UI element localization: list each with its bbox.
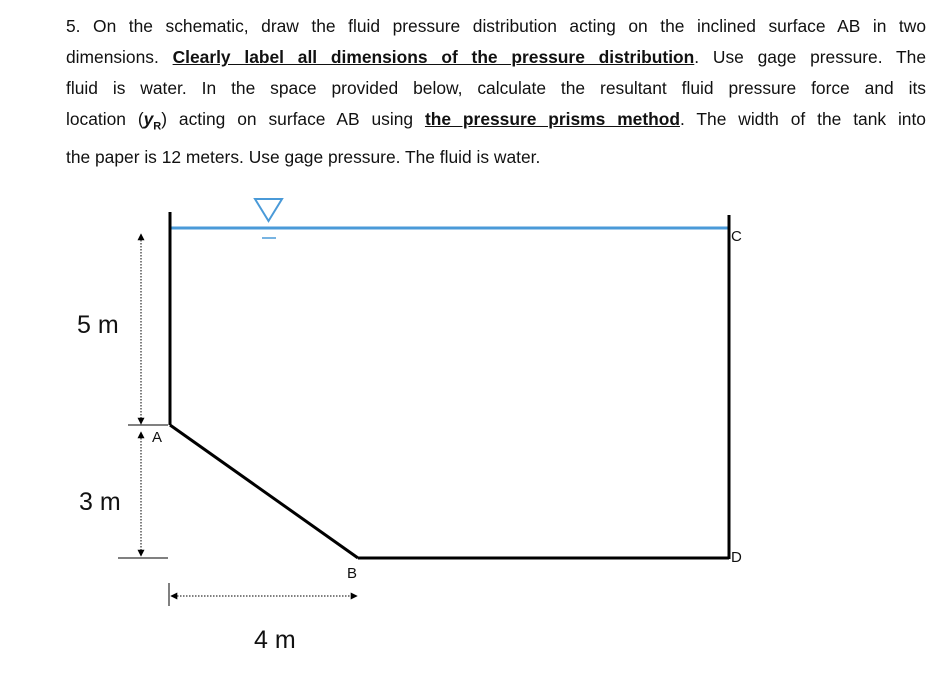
dimension-label-4m: 4 m [254,626,296,654]
problem-text: fluid is water. In the space provided below, calculate the resultant fluid pressure force and its [66,78,926,98]
inverted-triangle-icon [255,199,282,238]
variable-subscript: R [153,120,162,133]
problem-text: ) acting on surface AB using [161,109,414,129]
inclined-surface-ab [170,425,358,558]
point-label-a: A [152,429,163,446]
problem-text: dimensions. [66,47,159,67]
point-label-c: C [731,228,742,245]
point-label-b: B [347,565,358,582]
problem-text: . Use gage pressure. The [694,47,926,67]
problem-text: 5. On the schematic, draw the fluid pressure distribution acting on the inclined surface AB in two [66,16,926,36]
dimension-label-3m: 3 m [79,488,121,516]
problem-text: . The width of the tank into [680,109,926,129]
problem-text: the paper is 12 meters. Use gage pressure. The fluid is water. [66,147,541,168]
emphasis-pressure-prisms: the pressure prisms method [424,109,680,129]
problem-text: location ( [66,109,144,129]
point-label-d: D [731,549,742,566]
variable-y: y [143,109,154,129]
emphasis-label-dimensions: Clearly label all dimensions of the pressure distribution [172,47,695,67]
dimension-label-5m: 5 m [77,311,119,339]
